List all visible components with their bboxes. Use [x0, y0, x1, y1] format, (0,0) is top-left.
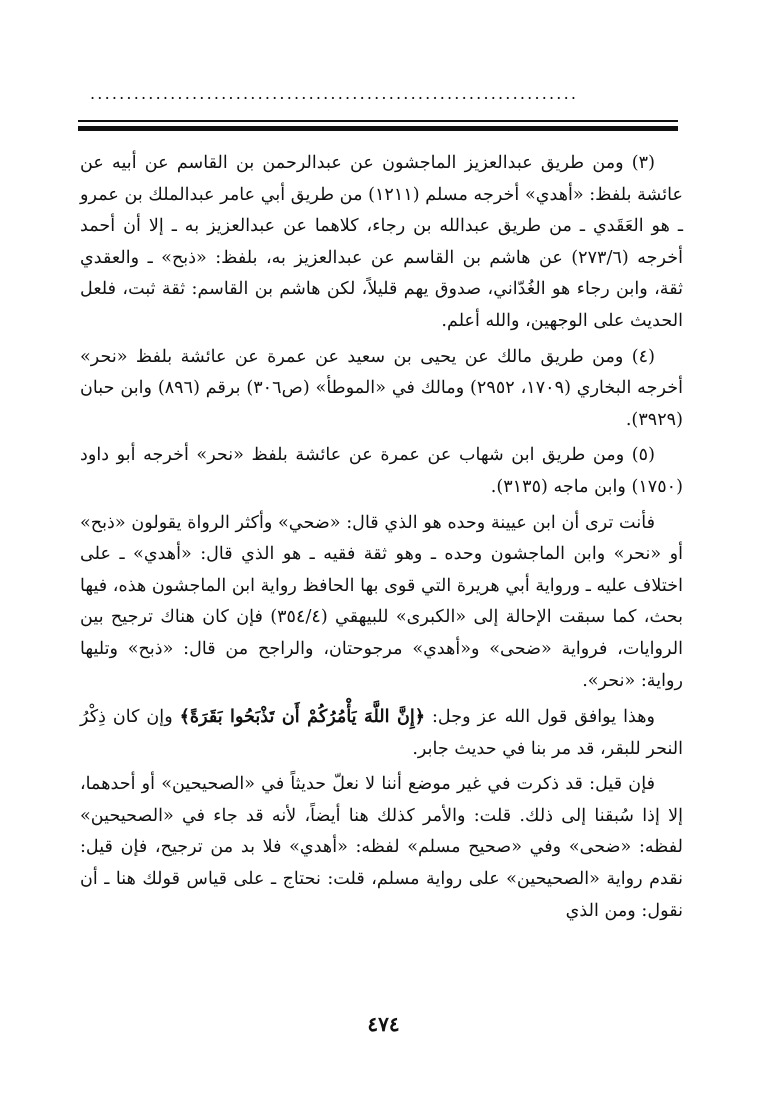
quran-verse: ﴿إِنَّ اللَّهَ يَأْمُرُكُمْ أَن تَذْبَحُوا بَقَرَةً﴾	[179, 706, 426, 728]
header-rule-thin	[78, 120, 678, 122]
paragraph-5: (٥) ومن طريق ابن شهاب عن عمرة عن عائشة بلفظ «نحر» أخرجه أبو داود (١٧٥٠) وابن ماجه (٣١٣٥).	[80, 445, 683, 497]
paragraph-4: (٤) ومن طريق مالك عن يحيى بن سعيد عن عمرة عن عائشة بلفظ «نحر» أخرجه البخاري (١٧٠٩، ٢٩٥٢) ومالك في «الموطأ» (ص٣٠٦) برقم (٨٩٦) وابن حبان (٣٩٢٩).	[80, 346, 683, 430]
dotted-header-line: ...................................................................	[90, 84, 579, 103]
paragraph-objection: فإن قيل: قد ذكرت في غير موضع أننا لا نعلّ حديثاً في «الصحيحين» أو أحدهما، إلا إذا سُبقنا إلى ذلك. قلت: والأمر كذلك هنا أيضاً، لأنه قد جاء في «الصحيحين» لفظه: «ضحى» وفي «صحيح مسلم» لفظه: «أهدي» فلا بد من ترجيح، فإن قيل: نقدم رواية «الصحيحين» على رواية مسلم، قلت: نحتاج ـ على قياس قولك هنا ـ أن نقول: ومن الذي	[80, 774, 683, 921]
footnote-text-block	[80, 148, 683, 931]
verse-outro: وإن كان ذِكْرُ النحر للبقر، قد مر بنا في حديث جابر.	[80, 707, 683, 759]
page-number: ٤٧٤	[367, 1012, 400, 1036]
paragraph-verse	[80, 701, 683, 765]
paragraph-analysis: فأنت ترى أن ابن عيينة وحده هو الذي قال: «ضحي» وأكثر الرواة يقولون «ذبح» أو «نحر» وابن الماجشون وحده ـ وهو ثقة فقيه ـ هو الذي قال: «أهدي» ـ على اختلاف عليه ـ ورواية أبي هريرة التي قوى بها الحافظ رواية ابن الماجشون هذه، فيها بحث، كما سبقت الإحالة إلى «الكبرى» للبيهقي (٣٥٤/٤) فإن كان هناك ترجيح بين الروايات، فرواية «ضحى» و«أهدي» مرجوحتان، والراجح من قال: «ذبح» وتليها رواية: «نحر».	[80, 512, 683, 691]
header-rule-thick	[78, 126, 678, 131]
verse-intro: وهذا يوافق قول الله عز وجل:	[425, 707, 655, 728]
paragraph-3: (٣) ومن طريق عبدالعزيز الماجشون عن عبدالرحمن بن القاسم عن أبيه عن عائشة بلفظ: «أهدي» أخرجه مسلم (١٢١١) من طريق أبي عامر عبدالملك بن عمرو ـ هو العَقَدي ـ من طريق عبدالله بن رجاء، كلاهما عن عبدالعزيز به ـ إلا أن أحمد أخرجه (٢٧٣/٦) عن هاشم بن القاسم عن عبدالعزيز به، بلفظ: «ذبح» ـ والعقدي ثقة، وابن رجاء هو الغُدّاني، صدوق يهم قليلاً، لكن هاشم بن القاسم: ثقة ثبت، فلعل الحديث على الوجهين، والله أعلم.	[80, 153, 683, 331]
